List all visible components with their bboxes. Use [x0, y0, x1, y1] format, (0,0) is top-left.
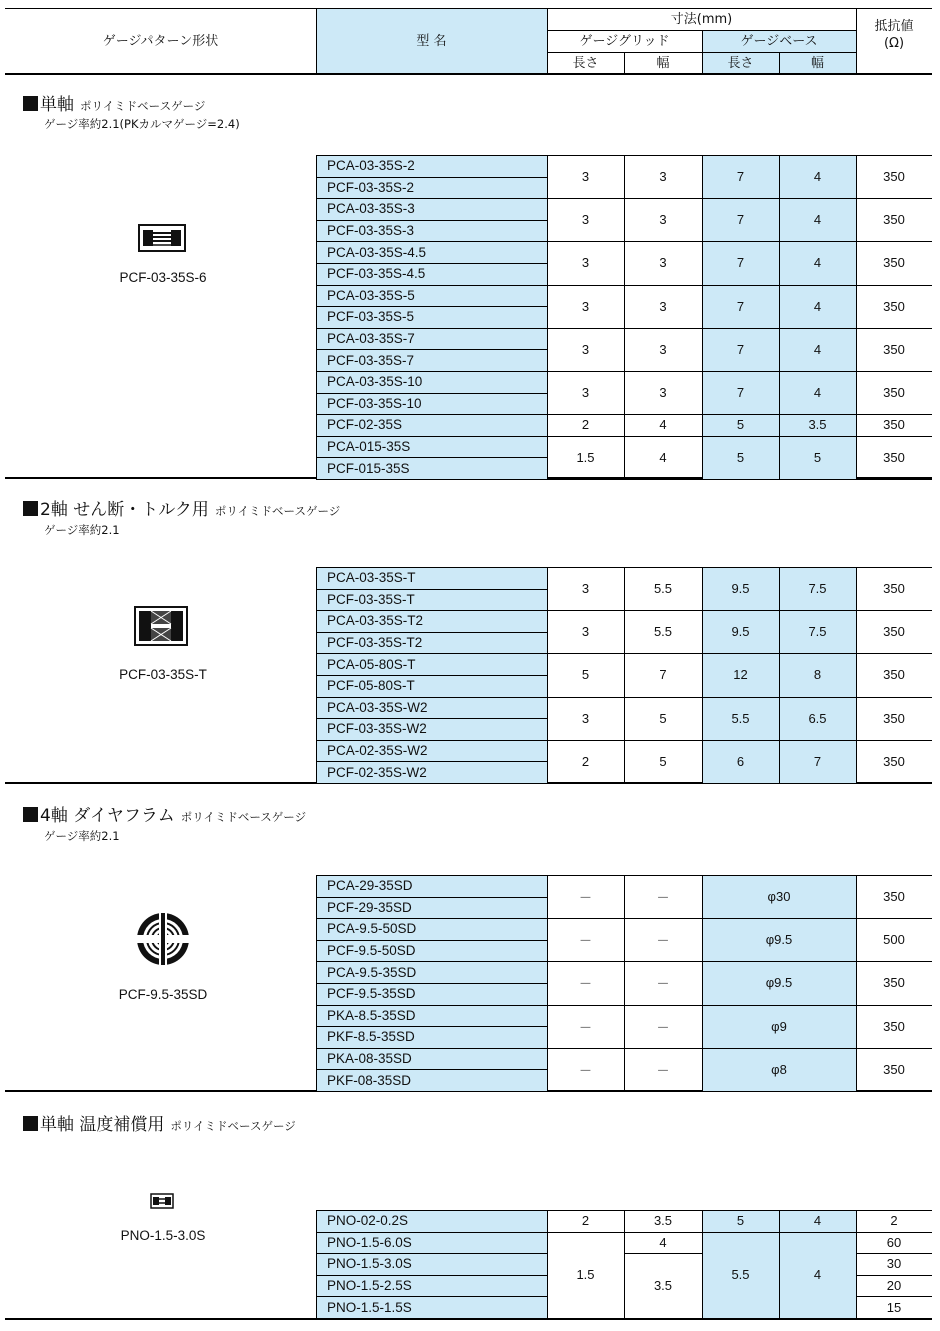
base-width-value: 7	[813, 753, 822, 769]
model-name: PKF-08-35SD	[327, 1072, 412, 1088]
model-name: PCF-05-80S-T	[327, 678, 415, 694]
grid-width-value: 4	[659, 449, 667, 465]
model-row-rule	[316, 306, 547, 307]
base-width-header: 幅	[810, 55, 824, 71]
pattern-label: PCF-03-35S-6	[119, 270, 207, 285]
model-row-rule	[316, 1026, 547, 1027]
section-title-text: 4軸 ダイヤフラム	[40, 806, 175, 826]
dimensions-header: 寸法(mm)	[670, 11, 733, 27]
resistance-value: 15	[886, 1299, 902, 1315]
column-rule	[702, 567, 703, 783]
base-diameter-value: φ9	[771, 1018, 787, 1034]
section-title-text: 2軸 せん断・トルク用	[40, 500, 209, 520]
section-title-text: 単軸 温度補償用	[40, 1115, 165, 1135]
temp-compensation-gauge-icon	[150, 1193, 174, 1209]
base-length-value: 7	[736, 212, 745, 228]
model-row-rule	[316, 761, 547, 762]
section-note: ゲージ率約2.1	[44, 829, 120, 843]
grid-length-value: 5	[581, 667, 590, 683]
column-rule	[779, 371, 780, 414]
model-row-rule	[316, 632, 547, 633]
model-row-rule	[316, 349, 547, 350]
model-row-rule	[316, 263, 547, 264]
section-title	[23, 801, 306, 826]
resistance-value: 350	[883, 417, 905, 433]
model-name: PCF-03-35S-5	[327, 309, 415, 325]
column-rule	[779, 740, 780, 783]
model-row-rule	[316, 1069, 547, 1070]
base-width-value: 8	[813, 667, 822, 683]
model-name: PCF-03-35S-10	[327, 395, 422, 411]
base-length-value: 5	[736, 1213, 745, 1229]
model-name: PCA-03-35S-10	[327, 374, 423, 390]
model-row-rule	[316, 940, 547, 941]
header-bottom-rule	[5, 73, 932, 75]
model-name: PCF-03-35S-4.5	[327, 266, 426, 282]
column-rule	[779, 567, 780, 610]
model-name: PCA-9.5-35SD	[327, 964, 417, 980]
pattern-label: PNO-1.5-3.0S	[120, 1228, 206, 1243]
grid-width-value: 3.5	[653, 1213, 673, 1229]
model-row-rule	[316, 897, 547, 898]
resistance-value: 350	[883, 298, 905, 314]
header-divider	[547, 8, 548, 74]
column-rule	[547, 875, 548, 1091]
pattern-label: PCF-03-35S-T	[119, 667, 207, 682]
model-row-rule	[316, 393, 547, 394]
model-name: PKA-08-35SD	[327, 1051, 412, 1067]
base-length-value: 5.5	[731, 1267, 750, 1283]
base-length-value: 7	[736, 385, 745, 401]
model-name: PNO-1.5-2.5S	[327, 1278, 412, 1294]
resistance-value: 350	[883, 710, 905, 726]
grid-length-value: －	[578, 1019, 592, 1035]
resistance-value: 350	[883, 341, 905, 357]
column-rule	[624, 1210, 625, 1318]
grid-length-value: 2	[581, 417, 590, 433]
model-name: PCF-03-35S-2	[327, 179, 415, 195]
model-row-rule	[316, 457, 547, 458]
diaphragm-gauge-icon	[135, 911, 191, 967]
column-rule	[856, 1210, 857, 1318]
model-name: PCA-015-35S	[327, 439, 411, 455]
resistance-value: 350	[883, 889, 905, 905]
shear-torque-gauge-icon	[134, 606, 188, 646]
column-rule	[779, 285, 780, 328]
base-width-value: 4	[813, 169, 822, 185]
column-rule	[702, 155, 703, 479]
grid-length-value: 2	[581, 753, 590, 769]
resistance-header-unit: (Ω)	[883, 36, 905, 51]
uniaxial-gauge-icon	[138, 224, 186, 252]
section-title-text: 単軸	[40, 95, 74, 115]
column-rule	[779, 328, 780, 371]
column-rule	[779, 610, 780, 653]
grid-header: ゲージグリッド	[579, 33, 670, 49]
resistance-value: 500	[883, 932, 905, 948]
model-row-rule	[316, 718, 547, 719]
column-rule	[702, 875, 703, 1091]
model-name: PCA-03-35S-7	[327, 331, 415, 347]
header-divider	[624, 52, 625, 74]
grid-length-header: 長さ	[572, 55, 599, 71]
column-rule	[779, 241, 780, 284]
group-rule	[316, 1091, 932, 1092]
grid-width-value: 4	[659, 1234, 667, 1250]
base-length-value: 12	[733, 667, 748, 683]
resistance-value: 350	[883, 667, 905, 683]
row-rule	[856, 1296, 932, 1297]
column-rule	[779, 1210, 780, 1318]
column-rule	[316, 155, 317, 479]
model-name: PCF-03-35S-W2	[327, 721, 427, 737]
model-name: PCA-03-35S-4.5	[327, 244, 427, 260]
base-diameter-value: φ30	[767, 889, 791, 905]
pattern-column-header: ゲージパターン形状	[102, 33, 219, 49]
model-name: PCA-02-35S-W2	[327, 743, 428, 759]
grid-length-value: 3	[581, 624, 590, 640]
header-divider	[779, 52, 780, 74]
base-width-value: 7.5	[808, 624, 827, 640]
grid-length-value: 3	[581, 169, 590, 185]
model-row-rule	[316, 1232, 547, 1233]
section-note: ゲージ率約2.1(PKカルマゲージ=2.4)	[44, 117, 240, 131]
model-name: PCA-03-35S-W2	[327, 699, 428, 715]
resistance-value: 350	[883, 255, 905, 271]
base-length-value: 9.5	[731, 624, 750, 640]
base-width-value: 7.5	[808, 581, 827, 597]
group-rule	[316, 783, 932, 784]
resistance-value: 350	[883, 1061, 905, 1077]
grid-width-value: 3.5	[653, 1278, 673, 1294]
column-rule	[624, 567, 625, 783]
group-rule	[316, 479, 932, 480]
model-name: PCF-03-35S-7	[327, 352, 415, 368]
section-subtitle: ポリイミドベースゲージ	[180, 810, 307, 824]
section-subtitle: ポリイミドベースゲージ	[214, 504, 341, 518]
grid-width-value: 5.5	[653, 624, 673, 640]
column-rule	[624, 155, 625, 479]
column-rule	[779, 414, 780, 436]
base-width-value: 4	[813, 255, 822, 271]
base-length-value: 5	[736, 417, 745, 433]
resistance-value: 60	[886, 1234, 902, 1250]
column-rule	[856, 155, 857, 479]
resistance-value: 350	[883, 169, 905, 185]
column-rule	[779, 697, 780, 740]
base-length-value: 9.5	[731, 581, 750, 597]
resistance-value: 350	[883, 385, 905, 401]
column-rule	[547, 1210, 548, 1318]
section-square-icon	[23, 807, 38, 822]
model-name: PCA-29-35SD	[327, 878, 413, 894]
model-name: PNO-02-0.2S	[327, 1213, 409, 1229]
grid-length-value: 3	[581, 212, 590, 228]
grid-length-value: 3	[581, 385, 590, 401]
section-title	[23, 90, 205, 115]
base-diameter-value: φ8	[771, 1061, 787, 1077]
model-name: PNO-1.5-3.0S	[327, 1256, 412, 1272]
grid-width-value: 5.5	[653, 581, 673, 597]
model-name: PCF-03-35S-T	[327, 591, 415, 607]
resistance-header	[856, 18, 932, 66]
resistance-value: 350	[883, 212, 905, 228]
base-length-value: 5.5	[731, 710, 750, 726]
grid-width-value: －	[656, 976, 670, 992]
resistance-value: 2	[890, 1213, 898, 1229]
grid-width-value: －	[656, 933, 670, 949]
grid-length-value: 3	[581, 255, 590, 271]
model-name: PCA-03-35S-2	[327, 158, 415, 174]
resistance-value: 20	[886, 1278, 902, 1294]
base-width-value: 4	[813, 1267, 822, 1283]
row-rule	[624, 1253, 702, 1254]
pattern-label: PCF-9.5-35SD	[118, 987, 208, 1002]
grid-length-value: －	[578, 1062, 592, 1078]
model-name: PNO-1.5-6.0S	[327, 1234, 412, 1250]
column-rule	[624, 875, 625, 1091]
model-name: PKA-8.5-35SD	[327, 1007, 416, 1023]
section-title	[23, 1110, 296, 1135]
section-subtitle: ポリイミドベースゲージ	[170, 1119, 296, 1133]
section-title	[23, 495, 340, 520]
base-length-value: 5	[736, 449, 745, 465]
grid-width-value: 3	[659, 385, 667, 401]
resistance-value: 350	[883, 975, 905, 991]
row-rule	[856, 1275, 932, 1276]
grid-length-value: 2	[581, 1213, 590, 1229]
model-name: PCA-03-35S-3	[327, 201, 415, 217]
model-row-rule	[316, 1253, 547, 1254]
resistance-value: 350	[883, 1018, 905, 1034]
column-rule	[779, 155, 780, 198]
column-rule	[779, 436, 780, 479]
model-name: PCF-29-35SD	[327, 899, 412, 915]
grid-width-value: 3	[659, 255, 667, 271]
base-header: ゲージベース	[740, 33, 818, 49]
grid-width-value: 5	[659, 710, 667, 726]
header-top-rule	[5, 8, 932, 9]
resistance-value: 350	[883, 449, 905, 465]
grid-length-value: －	[578, 976, 592, 992]
model-row-rule	[316, 589, 547, 590]
model-row-rule	[316, 1296, 547, 1297]
grid-width-value: 3	[659, 341, 667, 357]
base-length-value: 7	[736, 341, 745, 357]
section-subtitle: ポリイミドベースゲージ	[80, 99, 206, 113]
base-width-value: 4	[813, 212, 822, 228]
model-row-rule	[316, 177, 547, 178]
model-name: PNO-1.5-1.5S	[327, 1299, 412, 1315]
grid-length-value: 1.5	[576, 449, 595, 465]
grid-length-value: 1.5	[576, 1267, 595, 1283]
resistance-header-label: 抵抗値	[874, 19, 914, 34]
section-note: ゲージ率約2.1	[44, 523, 120, 537]
base-length-value: 6	[736, 753, 745, 769]
model-column-header: 型 名	[416, 33, 447, 49]
base-width-value: 4	[813, 385, 822, 401]
model-name: PCF-03-35S-T2	[327, 635, 423, 651]
section-square-icon	[23, 96, 38, 111]
base-diameter-value: φ9.5	[765, 975, 793, 991]
grid-length-value: －	[578, 933, 592, 949]
grid-width-header: 幅	[656, 55, 670, 71]
column-rule	[316, 875, 317, 1091]
header-divider	[856, 8, 857, 74]
column-rule	[779, 198, 780, 241]
base-width-value: 4	[813, 341, 822, 357]
grid-width-value: －	[656, 1062, 670, 1078]
grid-width-value: 4	[659, 417, 667, 433]
model-row-rule	[316, 675, 547, 676]
base-length-value: 7	[736, 169, 745, 185]
grid-length-value: 3	[581, 581, 590, 597]
model-name: PCA-03-35S-T	[327, 570, 416, 586]
grid-width-value: 5	[659, 753, 667, 769]
grid-width-value: 3	[659, 212, 667, 228]
base-width-value: 4	[813, 298, 822, 314]
grid-length-value: 3	[581, 710, 590, 726]
model-row-rule	[316, 1275, 547, 1276]
grid-length-value: －	[578, 890, 592, 906]
base-length-header: 長さ	[727, 55, 754, 71]
base-diameter-value: φ9.5	[765, 932, 793, 948]
base-width-value: 5	[813, 449, 822, 465]
grid-width-value: 3	[659, 298, 667, 314]
base-width-value: 4	[813, 1213, 822, 1229]
base-length-value: 7	[736, 255, 745, 271]
grid-width-value: 7	[659, 667, 667, 683]
header-divider	[702, 30, 703, 74]
column-rule	[547, 567, 548, 783]
base-width-value: 6.5	[808, 710, 827, 726]
model-name: PCF-015-35S	[327, 460, 410, 476]
grid-width-value: －	[656, 890, 670, 906]
model-name: PCF-9.5-50SD	[327, 943, 416, 959]
model-row-rule	[316, 220, 547, 221]
model-name: PCF-02-35S	[327, 417, 403, 433]
resistance-value: 30	[886, 1256, 902, 1272]
model-name: PCA-9.5-50SD	[327, 921, 417, 937]
base-length-value: 7	[736, 298, 745, 314]
section-square-icon	[23, 1116, 38, 1131]
model-name: PKF-8.5-35SD	[327, 1029, 415, 1045]
model-name: PCA-03-35S-5	[327, 287, 415, 303]
column-rule	[779, 653, 780, 696]
model-name: PCA-03-35S-T2	[327, 613, 424, 629]
header-divider	[316, 8, 317, 74]
model-name: PCA-05-80S-T	[327, 656, 416, 672]
column-rule	[856, 567, 857, 783]
model-row-rule	[316, 983, 547, 984]
column-rule	[547, 155, 548, 479]
grid-width-value: 3	[659, 169, 667, 185]
resistance-value: 350	[883, 753, 905, 769]
column-rule	[702, 1210, 703, 1318]
column-rule	[316, 567, 317, 783]
grid-length-value: 3	[581, 341, 590, 357]
resistance-value: 350	[883, 581, 905, 597]
model-name: PCF-9.5-35SD	[327, 986, 416, 1002]
row-rule	[856, 1253, 932, 1254]
grid-length-value: 3	[581, 298, 590, 314]
base-width-value: 3.5	[808, 417, 827, 433]
model-name: PCF-03-35S-3	[327, 223, 415, 239]
grid-width-value: －	[656, 1019, 670, 1035]
section-square-icon	[23, 501, 38, 516]
resistance-value: 350	[883, 624, 905, 640]
column-rule	[316, 1210, 317, 1318]
table-bottom-rule	[5, 1318, 932, 1320]
row-rule	[856, 1232, 932, 1233]
column-rule	[856, 875, 857, 1091]
model-name: PCF-02-35S-W2	[327, 764, 427, 780]
